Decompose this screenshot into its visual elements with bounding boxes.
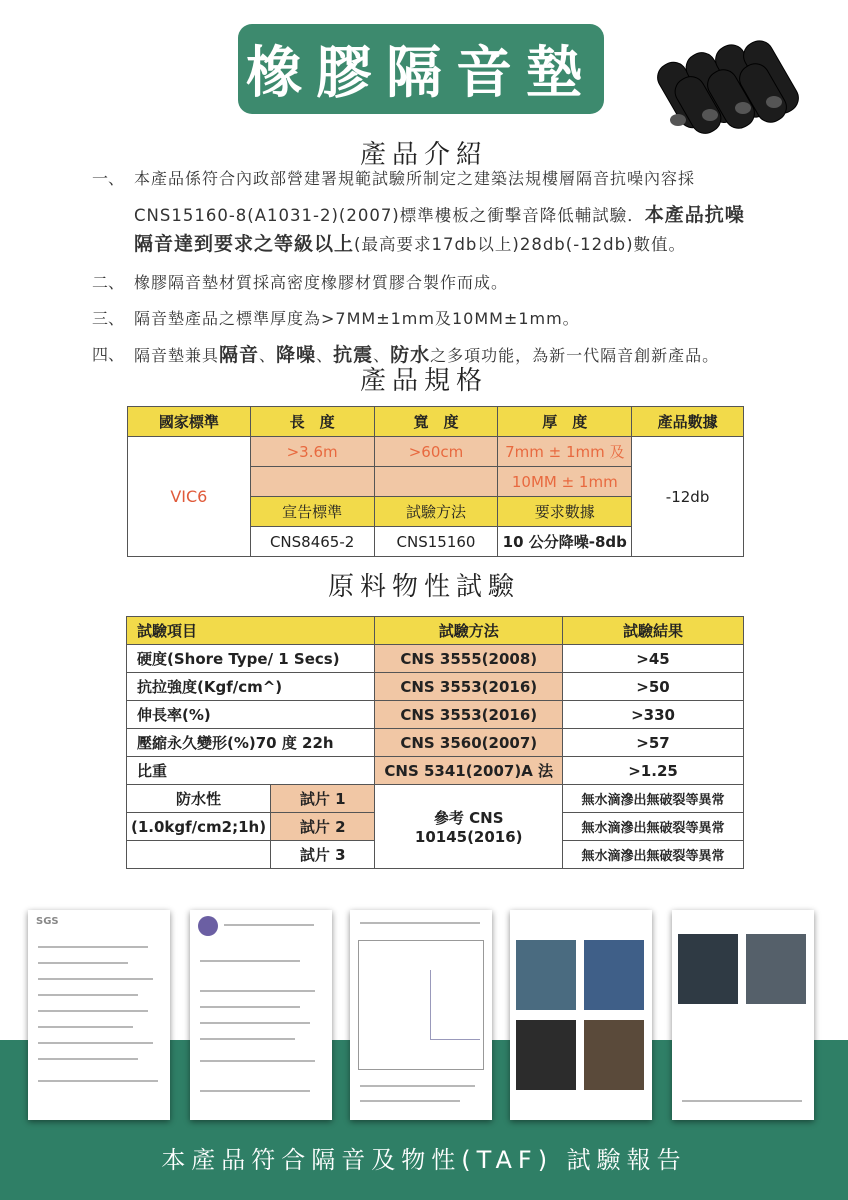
intro-list: [92, 166, 812, 379]
report-thumbnail-2: [190, 910, 332, 1120]
intro-item-3: 三、 隔音墊產品之標準厚度為>7MM±1mm及10MM±1mm。: [92, 309, 580, 328]
physical-table: 試驗項目 試驗方法 試驗結果 硬度(Shore Type/ 1 Secs) CNS 3555(2008) >45 抗拉強度(Kgf/cm^) CNS 3553(2016) >50 伸長率(%) CNS 3553(2016) >330 壓縮永久變形(%)70 度 22h CNS 3560(2007) >57 比重 CNS 5341(2007)A 法 >1.25 防水性 試片 1 參考 CNS 10145(2016) 無水滴滲出無破裂等異常 (1.0kgf/cm2;1h) 試片 2 無水滴滲出無破裂等異常 試片 3 無水滴滲出無破裂等異常: [126, 616, 744, 869]
intro-item-1-line3: 隔音達到要求之等級以上(最高要求17db以上)28db(-12db)數值。: [134, 233, 687, 255]
intro-item-1: 一、 本產品係符合內政部營建署規範試驗所制定之建築法規樓層隔音抗噪內容採: [92, 169, 696, 188]
page-title: 橡膠隔音墊: [238, 24, 604, 114]
intro-item-2: 二、 橡膠隔音墊材質採高密度橡膠材質膠合製作而成。: [92, 273, 509, 292]
intro-item-4: 四、 隔音墊兼具隔音、降噪、抗震、防水之多項功能，為新一代隔音創新產品。: [92, 344, 720, 366]
rubber-rolls-image: [648, 20, 808, 140]
spec-table: 國家標準 長 度 寬 度 厚 度 產品數據 VIC6 >3.6m >60cm 7mm ± 1mm 及 -12db 10MM ± 1mm 宣告標準 試驗方法 要求數據 CNS8465-2 CNS15160 10 公分降噪-8db: [127, 406, 744, 557]
spec-title: 產品規格: [359, 366, 488, 396]
intro-item-1-line2: CNS15160-8(A1031-2)(2007)標準樓板之衝擊音降低輔試驗．本產品抗噪: [134, 204, 745, 226]
report-thumbnail-4: [510, 910, 652, 1120]
report-thumbnail-5: [672, 910, 814, 1120]
footer-text: 本產品符合隔音及物性(TAF) 試驗報告: [161, 1146, 687, 1174]
report-thumbnail-1: SGS: [28, 910, 170, 1120]
report-thumbnail-3: [350, 910, 492, 1120]
intro-title: 產品介紹: [359, 140, 488, 170]
physical-title: 原料物性試驗: [327, 572, 520, 602]
